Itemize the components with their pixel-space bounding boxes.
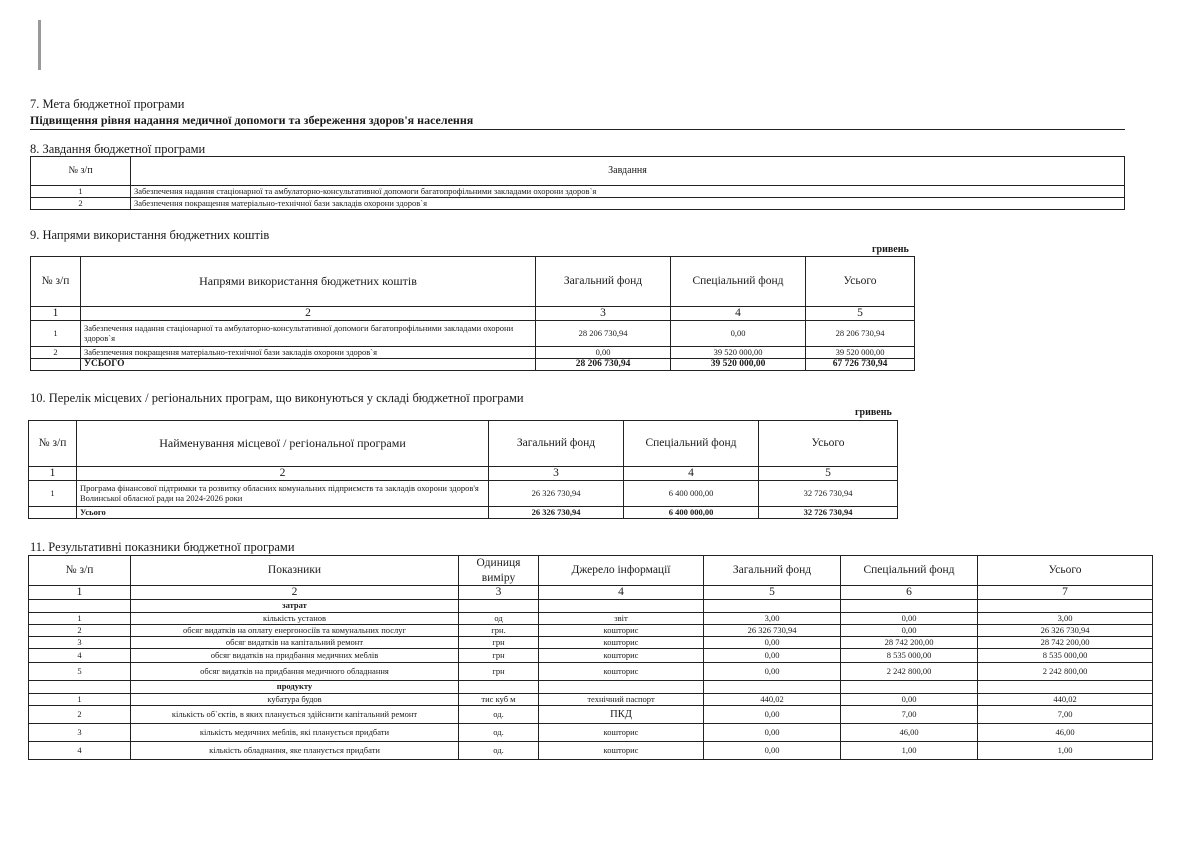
column-number: 5 — [806, 307, 915, 321]
total: 440,02 — [978, 694, 1153, 706]
table-row — [29, 637, 1153, 649]
row-number: 3 — [29, 724, 131, 742]
empty-cell — [978, 600, 1153, 613]
general-fund: 0,00 — [704, 637, 841, 649]
empty-cell — [704, 600, 841, 613]
unit-of-measure: грн — [459, 649, 539, 663]
column-number: 1 — [29, 467, 77, 481]
group-name: продукту — [131, 681, 459, 694]
task-text: Забезпечення надання стаціонарної та амбулаторно-консультативної допомоги багатопрофільними закладами охорони здоров`я — [131, 186, 1125, 198]
unit-of-measure: од. — [459, 742, 539, 760]
header-cell: Усього — [978, 556, 1153, 586]
general-fund: 0,00 — [704, 649, 841, 663]
performance-indicators-table — [28, 555, 1153, 760]
general-fund-total: 26 326 730,94 — [489, 507, 624, 519]
info-source: кошторис — [539, 637, 704, 649]
total: 7,00 — [978, 706, 1153, 724]
row-number: 3 — [29, 637, 131, 649]
header-cell: Напрями використання бюджетних коштів — [81, 257, 536, 307]
column-number: 5 — [759, 467, 898, 481]
special-fund: 39 520 000,00 — [671, 347, 806, 359]
task-text: Забезпечення покращення матеріально-технічної бази закладів охорони здоров`я — [131, 198, 1125, 210]
header-cell: Загальний фонд — [489, 421, 624, 467]
indicator-name: кількість установ — [131, 613, 459, 625]
column-number: 2 — [81, 307, 536, 321]
empty-cell — [29, 681, 131, 694]
general-fund: 3,00 — [704, 613, 841, 625]
header-cell: Загальний фонд — [704, 556, 841, 586]
column-number-row — [31, 307, 915, 321]
header-cell: № з/п — [29, 556, 131, 586]
total-row — [29, 507, 898, 519]
indicator-name: кількість об`єктів, в яких планується здійснити капітальний ремонт — [131, 706, 459, 724]
row-number: 4 — [29, 649, 131, 663]
table-row — [29, 613, 1153, 625]
general-fund: 26 326 730,94 — [704, 625, 841, 637]
unit-of-measure: грн — [459, 663, 539, 681]
group-row — [29, 600, 1153, 613]
header-cell: Завдання — [131, 157, 1125, 186]
column-number: 5 — [704, 586, 841, 600]
column-number: 6 — [841, 586, 978, 600]
table-header-row — [29, 556, 1153, 586]
unit-of-measure: грн — [459, 637, 539, 649]
column-number: 7 — [978, 586, 1153, 600]
header-cell: Усього — [759, 421, 898, 467]
total: 3,00 — [978, 613, 1153, 625]
special-fund-total: 39 520 000,00 — [671, 359, 806, 371]
total: 28 742 200,00 — [978, 637, 1153, 649]
header-cell: Найменування місцевої / регіональної програми — [77, 421, 489, 467]
general-fund-total: 28 206 730,94 — [536, 359, 671, 371]
info-source: кошторис — [539, 663, 704, 681]
row-number: 4 — [29, 742, 131, 760]
header-cell: Спеціальний фонд — [671, 257, 806, 307]
total: 1,00 — [978, 742, 1153, 760]
grand-total: 32 726 730,94 — [759, 507, 898, 519]
table-row — [31, 198, 1125, 210]
indicator-name: обсяг видатків на капітальний ремонт — [131, 637, 459, 649]
column-number: 2 — [131, 586, 459, 600]
info-source: кошторис — [539, 742, 704, 760]
special-fund: 0,00 — [841, 694, 978, 706]
header-cell: Показники — [131, 556, 459, 586]
table-row — [29, 649, 1153, 663]
empty-cell — [539, 681, 704, 694]
column-number: 4 — [624, 467, 759, 481]
indicator-name: кількість медичних меблів, які планується придбати — [131, 724, 459, 742]
unit-of-measure: од — [459, 613, 539, 625]
column-number-row — [29, 467, 898, 481]
column-number: 2 — [77, 467, 489, 481]
row-number: 2 — [29, 706, 131, 724]
column-number: 4 — [671, 307, 806, 321]
grand-total: 67 726 730,94 — [806, 359, 915, 371]
table-row — [29, 625, 1153, 637]
general-fund: 0,00 — [704, 724, 841, 742]
info-source: звіт — [539, 613, 704, 625]
total: 39 520 000,00 — [806, 347, 915, 359]
row-number: 2 — [31, 198, 131, 210]
total-label: УСЬОГО — [81, 359, 536, 371]
info-source: кошторис — [539, 625, 704, 637]
section-8-title: 8. Завдання бюджетної програми — [30, 142, 206, 156]
header-cell: № з/п — [31, 257, 81, 307]
info-source: технічний паспорт — [539, 694, 704, 706]
table-row — [29, 742, 1153, 760]
total: 8 535 000,00 — [978, 649, 1153, 663]
row-number: 2 — [29, 625, 131, 637]
total-label: Усього — [77, 507, 489, 519]
header-cell: Загальний фонд — [536, 257, 671, 307]
section-10-title: 10. Перелік місцевих / регіональних програм, що виконуються у складі бюджетної програми — [30, 391, 524, 405]
header-cell: № з/п — [29, 421, 77, 467]
program-goal: Підвищення рівня надання медичної допомоги та збереження здоров'я населення — [30, 113, 1125, 130]
tasks-table — [30, 156, 1125, 210]
unit-of-measure: грн. — [459, 625, 539, 637]
direction-text: Забезпечення надання стаціонарної та амбулаторно-консультативної допомоги багатопрофільними закладами охорони здоров`я — [81, 321, 536, 347]
table-row — [29, 694, 1153, 706]
total: 28 206 730,94 — [806, 321, 915, 347]
table-row — [31, 347, 915, 359]
regional-programs-table — [28, 420, 898, 519]
table-row — [29, 706, 1153, 724]
section-7-title: 7. Мета бюджетної програми — [30, 97, 185, 111]
general-fund: 0,00 — [704, 706, 841, 724]
column-number-row — [29, 586, 1153, 600]
special-fund: 0,00 — [841, 625, 978, 637]
special-fund: 0,00 — [841, 613, 978, 625]
general-fund: 0,00 — [704, 742, 841, 760]
special-fund: 28 742 200,00 — [841, 637, 978, 649]
info-source: кошторис — [539, 724, 704, 742]
special-fund: 2 242 800,00 — [841, 663, 978, 681]
indicator-name: обсяг видатків на придбання медичного обладнання — [131, 663, 459, 681]
special-fund: 46,00 — [841, 724, 978, 742]
indicator-name: кубатура будов — [131, 694, 459, 706]
budget-directions-table — [30, 256, 915, 371]
info-source: кошторис — [539, 649, 704, 663]
empty-cell — [978, 681, 1153, 694]
table-header-row — [29, 421, 898, 467]
column-number: 4 — [539, 586, 704, 600]
row-number: 1 — [31, 186, 131, 198]
table-header-row — [31, 257, 915, 307]
total-row — [31, 359, 915, 371]
special-fund-total: 6 400 000,00 — [624, 507, 759, 519]
currency-unit: гривень — [855, 407, 892, 418]
empty-cell — [29, 600, 131, 613]
total: 2 242 800,00 — [978, 663, 1153, 681]
header-cell: № з/п — [31, 157, 131, 186]
unit-of-measure: од. — [459, 724, 539, 742]
group-name: затрат — [131, 600, 459, 613]
header-cell: Спеціальний фонд — [841, 556, 978, 586]
general-fund: 28 206 730,94 — [536, 321, 671, 347]
section-9-title: 9. Напрями використання бюджетних коштів — [30, 228, 270, 242]
table-row — [29, 724, 1153, 742]
table-header-row — [31, 157, 1125, 186]
currency-unit: гривень — [872, 244, 909, 255]
section-11-title: 11. Результативні показники бюджетної програми — [30, 540, 295, 554]
general-fund: 0,00 — [704, 663, 841, 681]
header-cell: Джерело інформації — [539, 556, 704, 586]
row-number: 2 — [31, 347, 81, 359]
info-source: ПКД — [539, 706, 704, 724]
program-name: Програма фінансової підтримки та розвитку обласних комунальних підприємств та закладів охорони здоров'я Волинської обласної ради на 2024-2026 роки — [77, 481, 489, 507]
direction-text: Забезпечення покращення матеріально-технічної бази закладів охорони здоров`я — [81, 347, 536, 359]
empty-cell — [539, 600, 704, 613]
indicator-name: кількість обладнання, яке планується придбати — [131, 742, 459, 760]
column-number: 1 — [31, 307, 81, 321]
indicator-name: обсяг видатків на придбання медичних меблів — [131, 649, 459, 663]
row-number: 1 — [29, 481, 77, 507]
total: 32 726 730,94 — [759, 481, 898, 507]
row-number: 1 — [29, 694, 131, 706]
empty-cell — [841, 681, 978, 694]
header-cell: Одиниця виміру — [459, 556, 539, 586]
header-cell: Усього — [806, 257, 915, 307]
row-number: 1 — [31, 321, 81, 347]
unit-of-measure: тис куб м — [459, 694, 539, 706]
special-fund: 8 535 000,00 — [841, 649, 978, 663]
general-fund: 440,02 — [704, 694, 841, 706]
header-cell: Спеціальний фонд — [624, 421, 759, 467]
total: 26 326 730,94 — [978, 625, 1153, 637]
special-fund: 7,00 — [841, 706, 978, 724]
column-number: 3 — [459, 586, 539, 600]
row-number: 1 — [29, 613, 131, 625]
special-fund: 1,00 — [841, 742, 978, 760]
column-number: 1 — [29, 586, 131, 600]
empty-cell — [459, 681, 539, 694]
special-fund: 0,00 — [671, 321, 806, 347]
column-number: 3 — [536, 307, 671, 321]
group-row — [29, 681, 1153, 694]
table-row — [31, 186, 1125, 198]
column-number: 3 — [489, 467, 624, 481]
table-row — [29, 663, 1153, 681]
empty-cell — [459, 600, 539, 613]
table-row — [31, 321, 915, 347]
unit-of-measure: од. — [459, 706, 539, 724]
table-row — [29, 481, 898, 507]
empty-cell — [841, 600, 978, 613]
empty-cell — [704, 681, 841, 694]
scan-mark — [38, 20, 41, 70]
special-fund: 6 400 000,00 — [624, 481, 759, 507]
general-fund: 26 326 730,94 — [489, 481, 624, 507]
total: 46,00 — [978, 724, 1153, 742]
indicator-name: обсяг видатків на оплату енергоносіїв та комунальних послуг — [131, 625, 459, 637]
general-fund: 0,00 — [536, 347, 671, 359]
row-number: 5 — [29, 663, 131, 681]
